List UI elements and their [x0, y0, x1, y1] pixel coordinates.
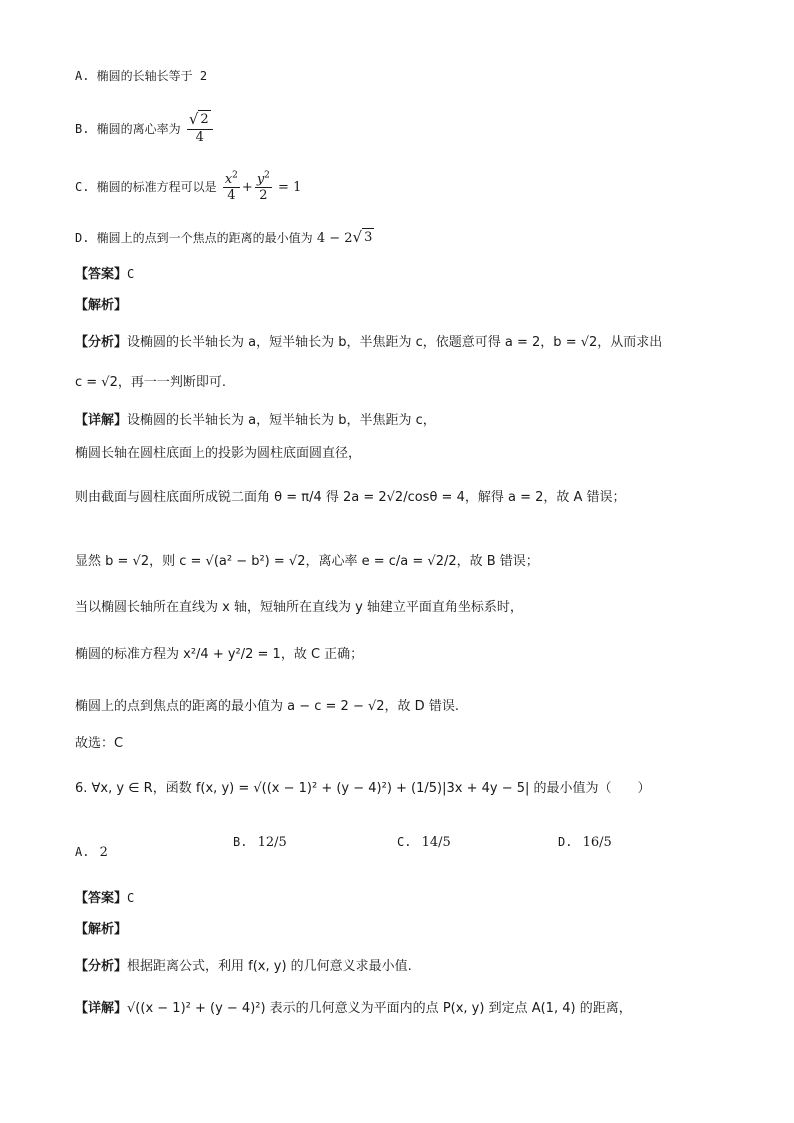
fenxi-text-1: 设椭圆的长半轴长为 a，短半轴长为 b，半焦距为 c，依题意可得 a = 2，b = √2，从而求出 [127, 335, 663, 350]
q6-option-a-letter: A. [75, 845, 90, 859]
q6-xiangjie [75, 999, 632, 1019]
q6-option-b-value: 12/5 [257, 835, 287, 850]
option-c-formula: $\frac{x^2}{4}$ + $\frac{y^2}{2}$ = 1 [224, 170, 302, 203]
q5-xiangjie-line1 [75, 411, 436, 431]
q6-option-a-value: 2 [99, 845, 108, 860]
option-d-prefix: D. 椭圆上的点到一个焦点的距离的最小值为 [75, 231, 313, 245]
option-a [75, 66, 207, 87]
option-b-prefix: B. 椭圆的离心率为 [75, 122, 181, 136]
q6-option-c-value: 14/5 [421, 835, 451, 850]
answer-tag: 【答案】 [75, 267, 128, 282]
q5-answer [75, 264, 134, 285]
q6-option-b-letter: B. [233, 835, 248, 849]
q6-answer [75, 888, 134, 909]
q6-option-c [397, 832, 451, 853]
q6-option-b [233, 832, 287, 853]
q5-analysis-tag: 【解析】 [75, 298, 128, 313]
q5-fenxi-line2: c = √2，再一一判断即可. [75, 375, 226, 390]
q5-xiangjie-line7: 椭圆上的点到焦点的距离的最小值为 a − c = 2 − √2，故 D 错误. [75, 699, 459, 714]
q5-conclusion: 故选：C [75, 736, 124, 751]
q6-xiangjie-tag: 【详解】 [75, 1001, 128, 1016]
q6-fenxi-text: 根据距离公式，利用 f(x, y) 的几何意义求最小值. [127, 959, 412, 974]
q6-option-d [558, 832, 612, 853]
answer-value: C [127, 267, 135, 281]
option-d [75, 228, 374, 249]
option-b-formula: √ 2 4 [187, 110, 213, 145]
option-c [75, 172, 301, 203]
q5-xiangjie-line5: 当以椭圆长轴所在直线为 x 轴，短轴所在直线为 y 轴建立平面直角坐标系时， [75, 600, 523, 615]
q5-xiangjie-line2: 椭圆长轴在圆柱底面上的投影为圆柱底面圆直径， [75, 446, 362, 461]
option-b [75, 112, 215, 147]
q6-option-d-value: 16/5 [582, 835, 612, 850]
q5-xiangjie-line6: 椭圆的标准方程为 x²/4 + y²/2 = 1，故 C 正确； [75, 647, 364, 662]
q6-option-a [75, 842, 108, 863]
xiangjie-tag: 【详解】 [75, 413, 128, 428]
q6-xiangjie-text: √((x − 1)² + (y − 4)²) 表示的几何意义为平面内的点 P(x, y) 到定点 A(1, 4) 的距离， [127, 1001, 632, 1016]
q6-answer-value: C [127, 891, 135, 905]
q6-option-c-letter: C. [397, 835, 412, 849]
q6-fenxi [75, 957, 412, 977]
xiangjie-text-1: 设椭圆的长半轴长为 a，短半轴长为 b，半焦距为 c， [127, 413, 436, 428]
q5-xiangjie-line4: 显然 b = √2，则 c = √(a² − b²) = √2，离心率 e = c/a = √2/2，故 B 错误； [75, 554, 539, 569]
q6-fenxi-tag: 【分析】 [75, 959, 128, 974]
option-c-prefix: C. 椭圆的标准方程可以是 [75, 180, 217, 194]
q6-stem: 6. ∀x, y ∈ R，函数 f(x, y) = √((x − 1)² + (y − 4)²) + (1/5)|3x + 4y − 5| 的最小值为（ ） [75, 781, 651, 796]
q5-xiangjie-line3: 则由截面与圆柱底面所成锐二面角 θ = π/4 得 2a = 2√2/cosθ = 4，解得 a = 2，故 A 错误； [75, 490, 626, 505]
q5-fenxi-line1 [75, 333, 662, 353]
fenxi-tag: 【分析】 [75, 335, 128, 350]
q6-answer-tag: 【答案】 [75, 891, 128, 906]
option-d-formula: 4 − 2 √ 3 [316, 228, 373, 246]
option-a-text: A. 椭圆的长轴长等于 2 [75, 69, 208, 83]
q6-analysis-tag: 【解析】 [75, 922, 128, 937]
q6-option-d-letter: D. [558, 835, 573, 849]
